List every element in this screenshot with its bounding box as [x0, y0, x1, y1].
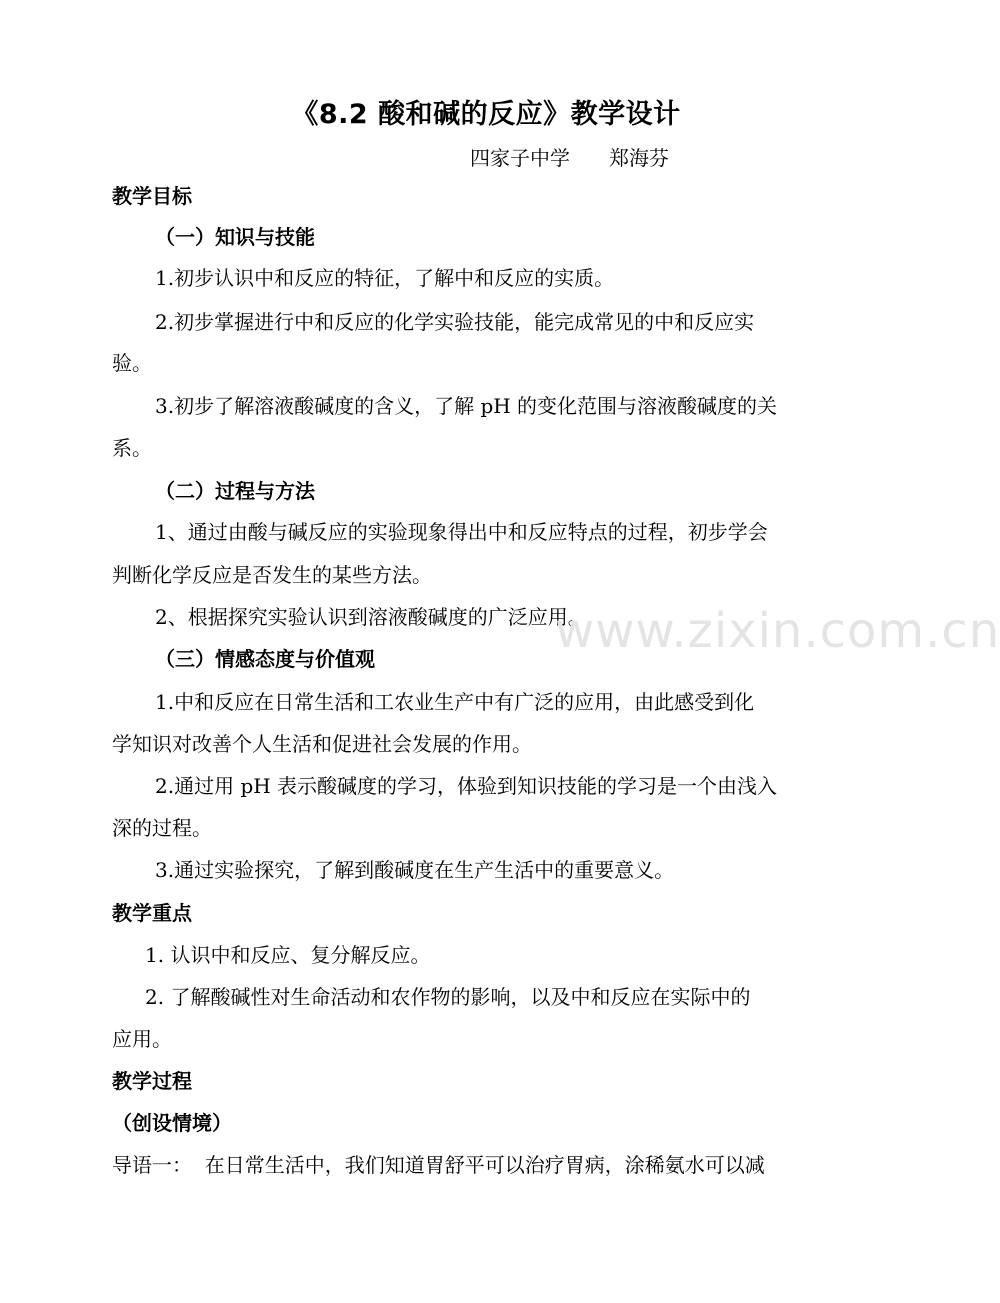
paragraph-line: 2. 了解酸碱性对生命活动和农作物的影响，以及中和反应在实际中的	[145, 985, 751, 1009]
paragraph-line: 1.中和反应在日常生活和工农业生产中有广泛的应用，由此感受到化	[155, 690, 755, 714]
author-school: 四家子中学	[470, 146, 570, 170]
subheading-process: （二）过程与方法	[155, 479, 315, 503]
subheading-emotion: （三）情感态度与价值观	[155, 647, 375, 671]
paragraph-line: 判断化学反应是否发生的某些方法。	[112, 563, 432, 587]
paragraph-line: 深的过程。	[112, 816, 212, 840]
paragraph-line: 应用。	[112, 1027, 172, 1051]
paragraph-line: 学知识对改善个人生活和促进社会发展的作用。	[112, 732, 532, 756]
title-text: 《8.2 酸和碱的反应》教学设计	[291, 99, 681, 130]
subheading-scene: （创设情境）	[112, 1111, 232, 1135]
paragraph-line: 3.初步了解溶液酸碱度的含义，了解 pH 的变化范围与溶液酸碱度的关	[155, 394, 778, 418]
paragraph-line: 1、通过由酸与碱反应的实验现象得出中和反应特点的过程，初步学会	[155, 520, 768, 544]
paragraph-line: 1.初步认识中和反应的特征，了解中和反应的实质。	[155, 266, 615, 290]
paragraph-line: 2.初步掌握进行中和反应的化学实验技能，能完成常见的中和反应实	[155, 310, 755, 334]
watermark: www.zixin.com.cn	[555, 603, 1000, 659]
section-heading-goals: 教学目标	[112, 184, 192, 208]
paragraph-line: 2、根据探究实验认识到溶液酸碱度的广泛应用。	[155, 605, 588, 629]
paragraph-line: 验。	[112, 351, 152, 375]
author-name: 郑海芬	[609, 146, 669, 170]
section-heading-procedure: 教学过程	[112, 1069, 192, 1093]
paragraph-line: 3.通过实验探究，了解到酸碱度在生产生活中的重要意义。	[155, 858, 675, 882]
paragraph-line: 2.通过用 pH 表示酸碱度的学习，体验到知识技能的学习是一个由浅入	[155, 774, 778, 798]
paragraph-line: 1. 认识中和反应、复分解反应。	[145, 943, 431, 967]
subheading-knowledge: （一）知识与技能	[155, 225, 315, 249]
paragraph-line: 导语一： 在日常生活中，我们知道胃舒平可以治疗胃病，涂稀氨水可以减	[112, 1153, 765, 1177]
document-title	[0, 92, 920, 131]
section-heading-keypoints: 教学重点	[112, 901, 192, 925]
paragraph-line: 系。	[112, 436, 152, 460]
